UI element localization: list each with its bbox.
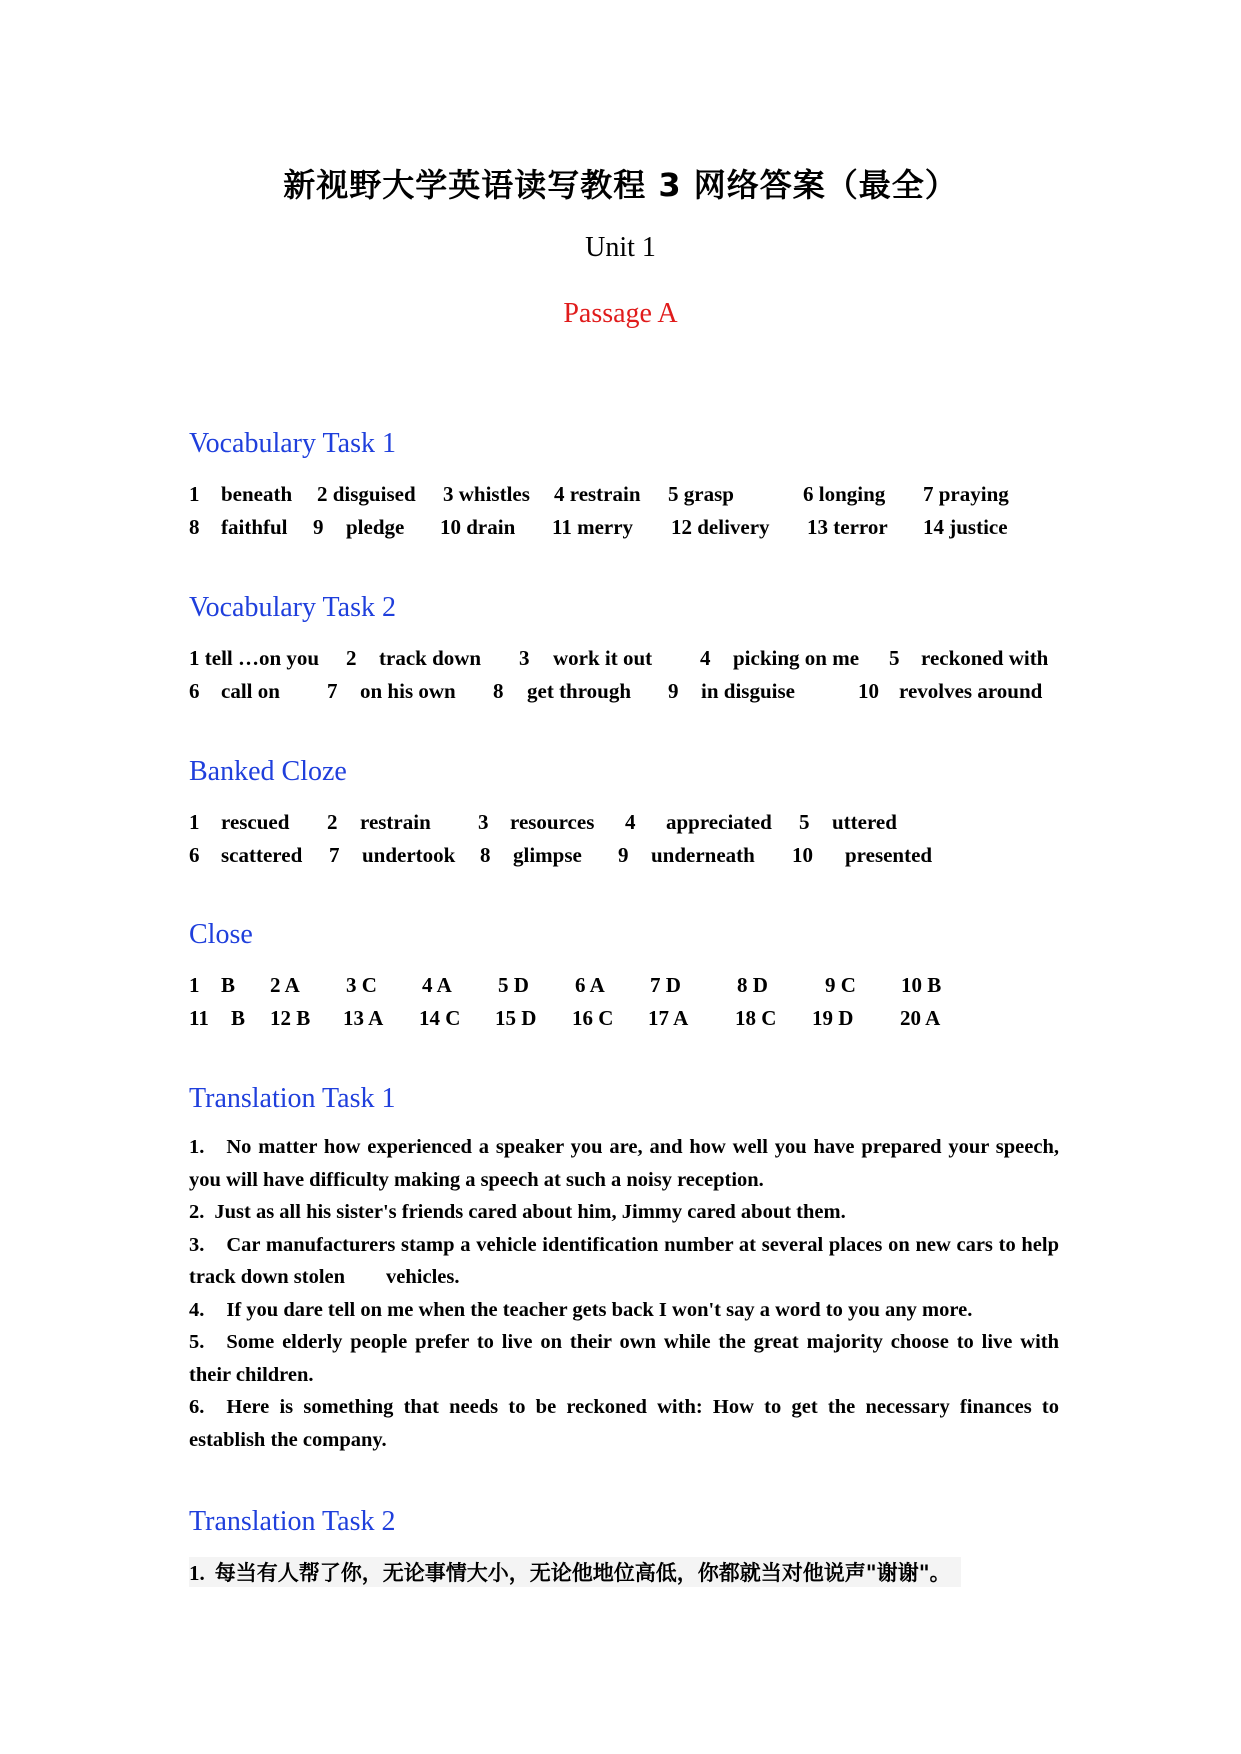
section-heading-close: Close — [189, 919, 253, 950]
page-title: 新视野大学英语读写教程 3 网络答案（最全） — [283, 166, 958, 204]
section-heading-translation-task-2: Translation Task 2 — [189, 1506, 396, 1537]
answer-item: picking on me — [733, 646, 860, 670]
answer-item: glimpse — [513, 843, 582, 867]
item-text: 每当有人帮了你，无论事情大小，无论他地位高低，你都就当对他说声"谢谢"。 — [214, 1561, 951, 1585]
answer-item: 1 — [189, 482, 200, 506]
answer-item: 7 praying — [923, 482, 1009, 506]
answer-item: 14 justice — [923, 515, 1008, 539]
item-text: Here is something that needs to be reckoned with: How to get the necessary finances to establish the company. — [189, 1396, 1059, 1451]
answer-item: 4 restrain — [554, 482, 641, 506]
answer-item: 2 — [346, 646, 357, 670]
translation-item — [189, 1294, 1059, 1327]
section-heading-banked-cloze: Banked Cloze — [189, 756, 347, 787]
answer-item: 6 — [189, 843, 200, 867]
answer-item: undertook — [362, 843, 456, 867]
answer-item: 5 — [889, 646, 900, 670]
answer-item: 1 — [189, 973, 200, 997]
answer-item: B — [231, 1006, 246, 1030]
answer-item: 9 C — [825, 973, 856, 997]
item-number: 1. — [189, 1561, 205, 1585]
answer-item: uttered — [832, 810, 897, 834]
answer-item: 10 B — [901, 973, 942, 997]
answer-item: 3 whistles — [443, 482, 530, 506]
answer-item: B — [221, 973, 236, 997]
translation-item — [189, 1229, 1065, 1294]
answer-item: 1 tell …on you — [189, 646, 320, 670]
answer-item: track down — [379, 646, 482, 670]
item-text: Just as all his sister's friends cared about him, Jimmy cared about them. — [214, 1201, 846, 1223]
answer-item: 8 — [480, 843, 491, 867]
answer-item: resources — [510, 810, 595, 834]
answer-item: underneath — [651, 843, 755, 867]
answer-item: 9 — [618, 843, 629, 867]
answer-item: 5 — [799, 810, 810, 834]
item-number: 1. — [189, 1136, 205, 1158]
answer-item: 9 — [313, 515, 324, 539]
section-heading-vocabulary-task-1: Vocabulary Task 1 — [189, 428, 396, 459]
answer-item: 12 delivery — [671, 515, 770, 539]
answer-item: 17 A — [648, 1006, 689, 1030]
answer-item: 11 — [189, 1006, 209, 1030]
answer-item: 16 C — [572, 1006, 614, 1030]
item-text: Car manufacturers stamp a vehicle identification number at several places on new cars to help track down stolen vehicles. — [189, 1233, 1065, 1288]
answer-item: 2 A — [270, 973, 300, 997]
translation-item — [189, 1196, 1059, 1229]
answer-item: 2 — [327, 810, 338, 834]
answer-item: 7 — [329, 843, 340, 867]
answer-item: on his own — [360, 679, 456, 703]
answer-item: faithful — [221, 515, 288, 539]
answer-item: presented — [845, 843, 933, 867]
answer-item: 6 A — [575, 973, 605, 997]
answer-item: 12 B — [270, 1006, 311, 1030]
answer-item: 19 D — [812, 1006, 854, 1030]
answer-item: call on — [221, 679, 280, 703]
translation-item — [189, 1326, 1059, 1391]
item-number: 6. — [189, 1396, 205, 1418]
answer-item: rescued — [221, 810, 290, 834]
section-heading-translation-task-1: Translation Task 1 — [189, 1083, 396, 1114]
answer-item: 13 A — [343, 1006, 384, 1030]
answer-item: 6 — [189, 679, 200, 703]
answer-item: restrain — [360, 810, 431, 834]
answer-item: get through — [527, 679, 632, 703]
item-number: 5. — [189, 1331, 205, 1353]
answer-item: 9 — [668, 679, 679, 703]
answer-item: 10 — [858, 679, 879, 703]
answer-item: 15 D — [495, 1006, 537, 1030]
answer-item: 20 A — [900, 1006, 941, 1030]
item-number: 4. — [189, 1298, 205, 1321]
answer-item: appreciated — [666, 810, 772, 834]
translation-item — [189, 1131, 1059, 1196]
answer-item: revolves around — [899, 679, 1043, 703]
answer-item: 11 merry — [552, 515, 634, 539]
answer-item: 4 — [625, 810, 636, 834]
answer-item: 10 — [792, 843, 813, 867]
item-text: If you dare tell on me when the teacher gets back I won't say a word to you any more. — [226, 1298, 973, 1321]
answer-item: 5 grasp — [668, 482, 734, 506]
answer-item: 10 drain — [440, 515, 516, 539]
answer-item: 7 D — [650, 973, 681, 997]
answer-item: 7 — [327, 679, 338, 703]
answer-item: scattered — [221, 843, 303, 867]
unit-heading: Unit 1 — [585, 232, 656, 263]
answer-item: pledge — [346, 515, 405, 539]
answer-item: 6 longing — [803, 482, 886, 506]
item-text: No matter how experienced a speaker you are, and how well you have prepared your speech, you will have difficulty making a speech at such a noisy reception. — [189, 1136, 1059, 1191]
answer-item: 4 — [700, 646, 711, 670]
answer-item: 18 C — [735, 1006, 777, 1030]
answer-item: 5 D — [498, 973, 529, 997]
answer-item: 8 — [493, 679, 504, 703]
translation-item — [189, 1391, 1059, 1456]
translation-list — [189, 1131, 1065, 1456]
answer-item: in disguise — [701, 679, 795, 703]
answer-item: 4 A — [422, 973, 452, 997]
answer-item: 8 D — [737, 973, 768, 997]
answer-item: 2 disguised — [317, 482, 416, 506]
answer-item: 3 C — [346, 973, 377, 997]
item-number: 3. — [189, 1233, 205, 1256]
answer-item: work it out — [553, 646, 653, 670]
section-heading-vocabulary-task-2: Vocabulary Task 2 — [189, 592, 396, 623]
answer-item: 3 — [519, 646, 530, 670]
translation-item — [189, 1557, 961, 1587]
answer-item: 14 C — [419, 1006, 461, 1030]
item-text: Some elderly people prefer to live on their own while the great majority choose to live with their children. — [189, 1331, 1059, 1386]
answer-item: 13 terror — [807, 515, 888, 539]
answer-item: 3 — [478, 810, 489, 834]
answer-item: 1 — [189, 810, 200, 834]
answer-item: beneath — [221, 482, 293, 506]
answer-item: 8 — [189, 515, 200, 539]
passage-heading: Passage A — [563, 298, 678, 329]
item-number: 2. — [189, 1201, 205, 1223]
answer-item: reckoned with — [921, 646, 1049, 670]
